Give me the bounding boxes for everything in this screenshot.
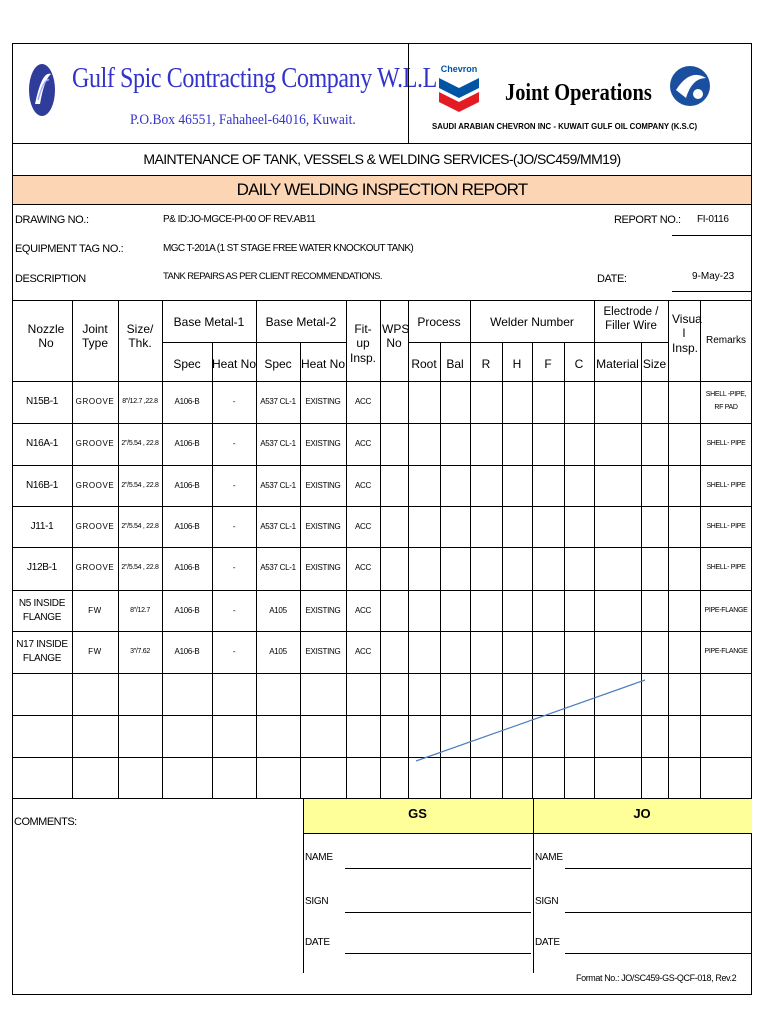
header-material: Material (596, 357, 639, 371)
cell-heat-2: EXISTING (305, 439, 341, 448)
cell-nozzle: N17 INSIDE FLANGE (16, 639, 68, 664)
description-value: TANK REPAIRS AS PER CLIENT RECOMMENDATIONS. (163, 271, 382, 282)
cell-remarks: SHELL- PIPE (706, 439, 746, 447)
cell-heat-1: - (232, 397, 236, 406)
jo-sign-label: SIGN (535, 896, 559, 907)
cell-heat-2: EXISTING (305, 397, 341, 406)
cell-size: 2"/5.54 , 22.8 (121, 563, 159, 571)
header-f: F (544, 357, 552, 371)
cell-remarks: SHELL -PIPE, RF PAD (705, 391, 747, 411)
cell-remarks: SHELL- PIPE (706, 481, 746, 489)
cell-joint: GROOVE (75, 439, 115, 448)
report-no-label: REPORT NO.: (614, 214, 681, 226)
cell-fitup: ACC (355, 563, 371, 572)
format-number: Format No.: JO/SC459-GS-QCF-018, Rev.2 (576, 973, 737, 983)
cell-nozzle: N15B-1 (25, 396, 59, 407)
cell-heat-1: - (232, 481, 236, 490)
cell-heat-2: EXISTING (305, 647, 341, 656)
client-subtitle: SAUDI ARABIAN CHEVRON INC - KUWAIT GULF OIL COMPANY (K.S.C) (432, 121, 698, 131)
client-title: Joint Operations (505, 80, 652, 106)
cell-remarks: SHELL- PIPE (706, 563, 746, 571)
cell-size: 2"/5.54 , 22.8 (121, 522, 159, 530)
cell-size: 2"/5.54 , 22.8 (121, 481, 159, 489)
cell-heat-1: - (232, 439, 236, 448)
gs-label: GS (408, 806, 427, 821)
gs-date-line[interactable] (345, 953, 531, 954)
drawing-value: P& ID:JO-MGCE-PI-00 OF REV.AB11 (163, 214, 316, 225)
cell-heat-1: - (232, 606, 236, 615)
jo-date-label: DATE (535, 937, 560, 948)
header-visual: Visua l Insp. (672, 312, 702, 355)
description-label: DESCRIPTION (15, 273, 86, 285)
cell-remarks: PIPE-FLANGE (704, 647, 748, 655)
cell-remarks: PIPE-FLANGE (704, 606, 748, 614)
company-logo-icon (22, 60, 62, 120)
header-base-metal-1: Base Metal-1 (173, 315, 245, 329)
cell-joint: GROOVE (75, 397, 115, 406)
cell-spec-2: A537 CL-1 (260, 439, 296, 448)
cell-size: 8"/12.7 ,22.8 (122, 397, 158, 405)
cell-spec-1: A106-B (174, 481, 200, 490)
header-electrode-size: Size (642, 357, 667, 371)
cell-fitup: ACC (355, 606, 371, 615)
cell-fitup: ACC (355, 647, 371, 656)
cell-spec-2: A537 CL-1 (260, 522, 296, 531)
gs-sign-label: SIGN (305, 896, 329, 907)
gs-sign-line[interactable] (345, 912, 531, 913)
header-r: R (481, 357, 491, 371)
cell-size: 8"/12.7 (130, 606, 150, 614)
header-process: Process (417, 315, 461, 329)
cell-spec-1: A106-B (174, 647, 200, 656)
cell-fitup: ACC (355, 522, 371, 531)
cell-heat-1: - (232, 647, 236, 656)
cell-joint: GROOVE (75, 563, 115, 572)
cell-heat-2: EXISTING (305, 481, 341, 490)
header-wps: WPS No (382, 322, 410, 351)
comments-label: COMMENTS: (14, 816, 77, 828)
cell-heat-2: EXISTING (305, 606, 341, 615)
drawing-label: DRAWING NO.: (15, 214, 89, 226)
gs-date-label: DATE (305, 937, 330, 948)
cell-fitup: ACC (355, 439, 371, 448)
header-spec-2: Spec (264, 357, 292, 371)
cell-nozzle: J11-1 (30, 521, 54, 532)
header-h: H (512, 357, 522, 371)
cell-spec-1: A106-B (174, 397, 200, 406)
cell-fitup: ACC (355, 397, 371, 406)
cell-spec-2: A105 (269, 606, 287, 615)
header-heat-1: Heat No (212, 357, 257, 371)
cell-spec-1: A106-B (174, 606, 200, 615)
jo-sign-line[interactable] (565, 912, 751, 913)
date-label: DATE: (597, 273, 627, 285)
jo-date-line[interactable] (565, 953, 751, 954)
cell-heat-1: - (232, 522, 236, 531)
jo-label: JO (633, 806, 651, 821)
cell-heat-2: EXISTING (305, 522, 341, 531)
chevron-icon (434, 76, 484, 116)
header-size: Size/ Thk. (126, 322, 154, 351)
cell-fitup: ACC (355, 481, 371, 490)
jo-name-line[interactable] (565, 868, 751, 869)
cell-heat-1: - (232, 563, 236, 572)
cell-nozzle: N16B-1 (25, 480, 59, 491)
cell-joint: GROOVE (75, 481, 115, 490)
cell-spec-2: A537 CL-1 (260, 563, 296, 572)
cell-spec-1: A106-B (174, 563, 200, 572)
cell-joint: GROOVE (75, 522, 115, 531)
equipment-value: MGC T-201A (1 ST STAGE FREE WATER KNOCKOUT TANK) (163, 243, 414, 254)
header-remarks: Remarks (705, 335, 746, 346)
cell-nozzle: N5 INSIDE FLANGE (18, 598, 66, 623)
cell-size: 3"/7.62 (130, 647, 150, 655)
cell-spec-1: A106-B (174, 439, 200, 448)
cell-nozzle: N16A-1 (25, 438, 59, 449)
header-bal: Bal (446, 357, 464, 371)
cell-spec-1: A106-B (174, 522, 200, 531)
company-name: Gulf Spic Contracting Company W.L.L (72, 63, 437, 94)
gs-name-label: NAME (305, 852, 333, 863)
header-root: Root (411, 357, 437, 371)
company-address: P.O.Box 46551, Fahaheel-64016, Kuwait. (130, 112, 356, 128)
header-fitup: Fit-up Insp. (349, 322, 376, 365)
cell-nozzle: J12B-1 (27, 562, 57, 573)
cell-spec-2: A537 CL-1 (260, 397, 296, 406)
header-heat-2: Heat No (300, 357, 346, 371)
cell-size: 2"/5.54 , 22.8 (121, 439, 159, 447)
header-joint: Joint Type (81, 322, 108, 351)
kgoc-logo (668, 64, 712, 108)
cell-joint: FW (88, 647, 102, 656)
company-logo (22, 60, 62, 120)
chevron-logo (434, 64, 484, 114)
gs-name-line[interactable] (345, 868, 531, 869)
header-welder-number: Welder Number (490, 315, 574, 329)
equipment-label: EQUIPMENT TAG NO.: (15, 243, 124, 255)
header-spec-1: Spec (173, 357, 201, 371)
jo-name-label: NAME (535, 852, 563, 863)
date-value: 9-May-23 (692, 271, 735, 282)
header-electrode: Electrode / Filler Wire (603, 306, 659, 332)
cell-spec-2: A105 (269, 647, 287, 656)
header-nozzle: Nozzle No (27, 322, 65, 351)
kgoc-logo-icon (668, 64, 712, 108)
cell-heat-2: EXISTING (305, 563, 341, 572)
header-c: C (574, 357, 584, 371)
cell-spec-2: A537 CL-1 (260, 481, 296, 490)
header-base-metal-2: Base Metal-2 (265, 315, 337, 329)
report-no-value: FI-0116 (697, 214, 729, 225)
contract-title: MAINTENANCE OF TANK, VESSELS & WELDING SERVICES-(JO/SC459/MM19) (143, 151, 621, 167)
cell-joint: FW (88, 606, 102, 615)
chevron-brand-text: Chevron (440, 64, 478, 74)
cell-remarks: SHELL- PIPE (706, 522, 746, 530)
report-title: DAILY WELDING INSPECTION REPORT (236, 180, 528, 199)
